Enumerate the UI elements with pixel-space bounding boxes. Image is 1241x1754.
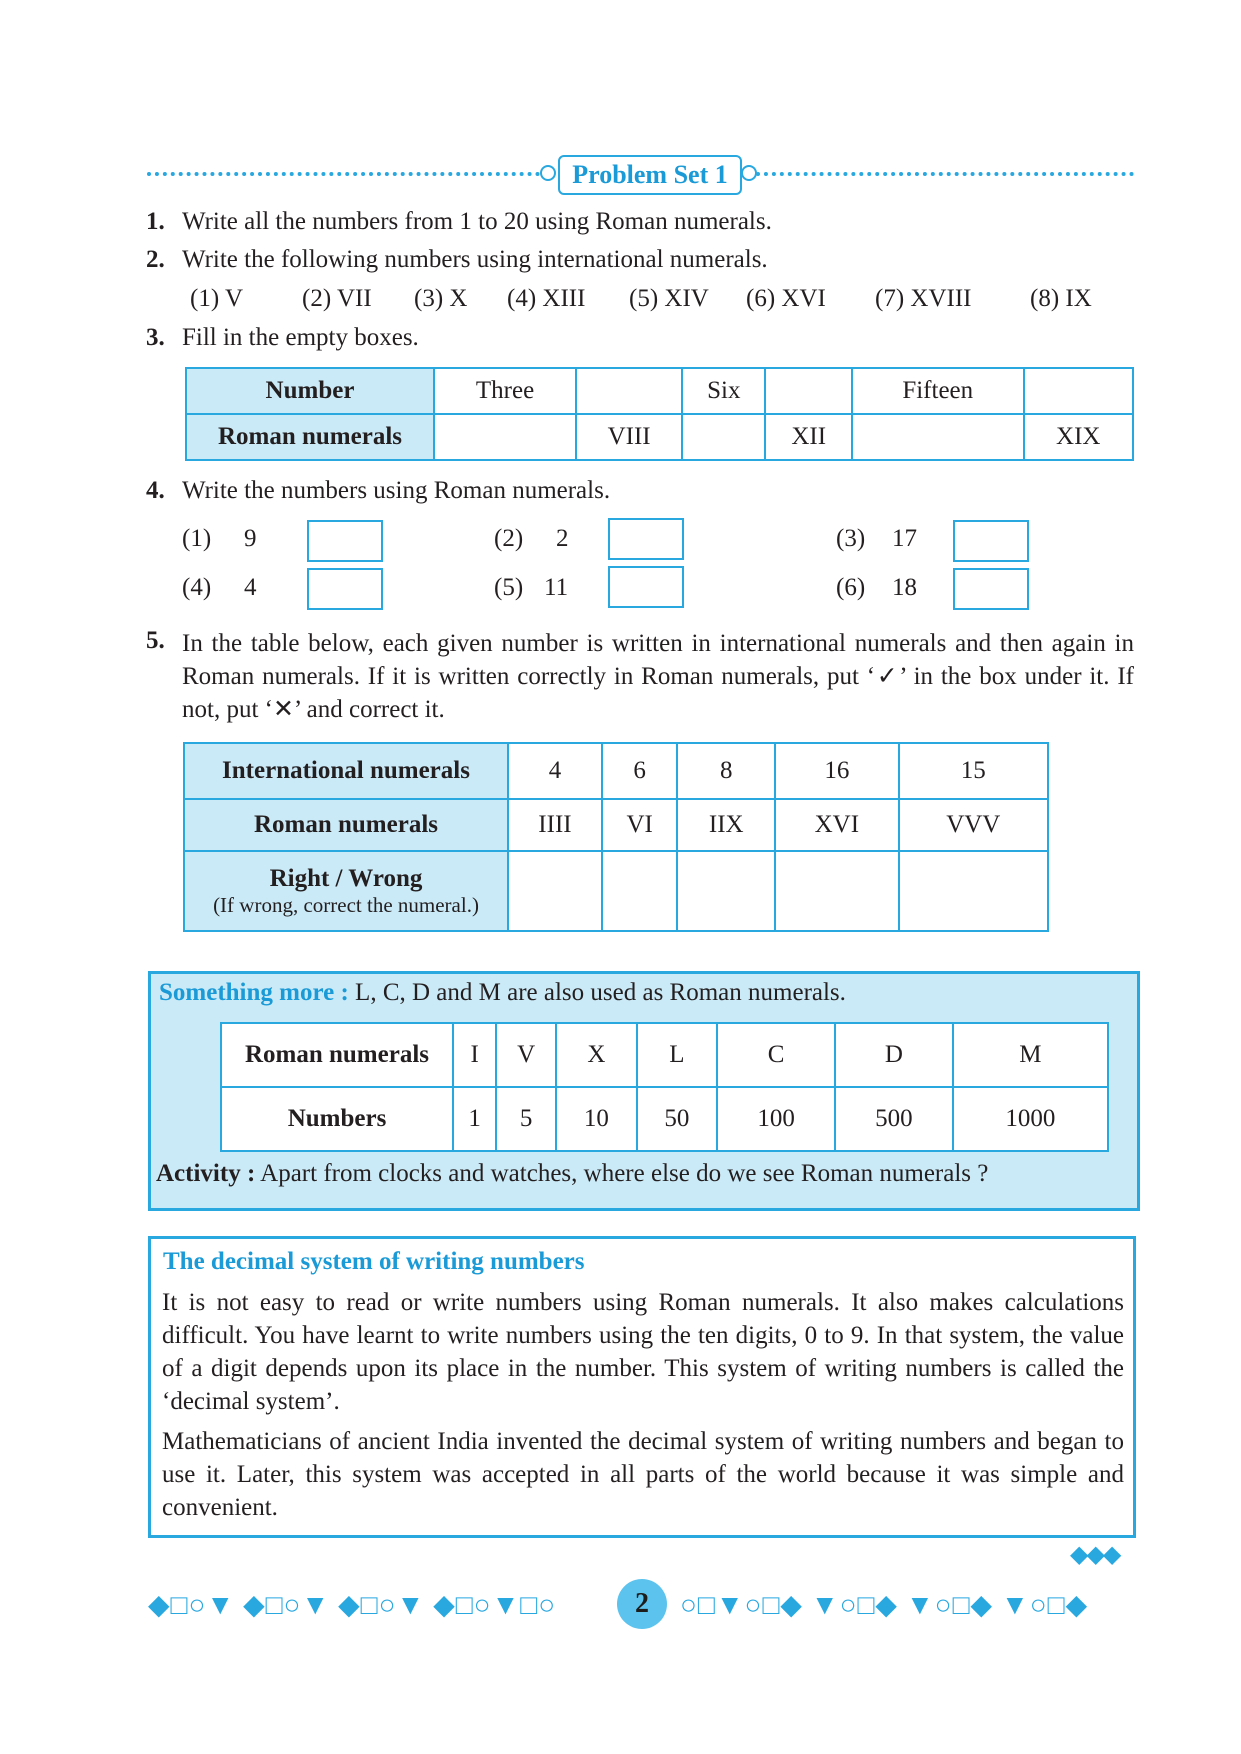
roman-cell: I <box>453 1023 496 1087</box>
q3-cell[interactable] <box>434 414 576 460</box>
roman-values-table <box>220 1022 1109 1152</box>
q2-item: (4) XIII <box>507 285 586 312</box>
q5-table <box>183 742 1049 932</box>
number-cell: 10 <box>556 1087 637 1151</box>
decimal-paragraph-2: Mathematicians of ancient India invented the decimal system of writing numbers and began to use it. Later, this system was accepted in all parts of the world because it was simple and convenient. <box>162 1428 1124 1521</box>
q3-cell[interactable]: XII <box>765 414 852 460</box>
question-1 <box>146 208 772 236</box>
q2-item: (8) IX <box>1030 285 1092 312</box>
decimal-system-title: The decimal system of writing numbers <box>163 1248 585 1275</box>
q5-answer-cell[interactable] <box>508 851 602 931</box>
q4-item-label: (3) <box>836 525 866 552</box>
q5-answer-cell[interactable] <box>775 851 899 931</box>
footer-pattern-right: ○□▼○□◆ ▼○□◆ ▼○□◆ ▼○□◆ <box>680 1590 1089 1621</box>
q4-answer-box[interactable] <box>307 568 383 610</box>
q3-row-label: Roman numerals <box>186 414 434 460</box>
q2-item: (5) XIV <box>629 285 709 312</box>
something-more-text: L, C, D and M are also used as Roman numerals. <box>348 979 846 1006</box>
q4-item-value: 18 <box>892 574 917 601</box>
q2-item: (6) XVI <box>746 285 826 312</box>
q5-answer-cell[interactable] <box>677 851 775 931</box>
numbers-row <box>221 1087 1108 1151</box>
activity-text: Apart from clocks and watches, where else do we see Roman numerals ? <box>255 1160 989 1187</box>
q3-cell[interactable] <box>576 368 682 414</box>
q5-cell: IIII <box>508 799 602 851</box>
q3-table <box>185 367 1134 461</box>
q3-row-roman <box>186 414 1133 460</box>
q5-cell: VVV <box>899 799 1048 851</box>
q2-item: (3) X <box>414 285 468 312</box>
number-cell: 100 <box>717 1087 835 1151</box>
header-knob-left <box>540 165 556 181</box>
q4-answer-box[interactable] <box>953 568 1029 610</box>
q4-item-label: (4) <box>182 574 212 601</box>
q5-row-international <box>184 743 1048 799</box>
q3-cell[interactable]: XIX <box>1024 414 1133 460</box>
question-number: 5. <box>146 627 165 654</box>
question-number: 2. <box>146 246 165 273</box>
roman-cell: X <box>556 1023 637 1087</box>
q5-answer-cell[interactable] <box>602 851 678 931</box>
q5-row-roman <box>184 799 1048 851</box>
q5-cell: VI <box>602 799 678 851</box>
q4-answer-box[interactable] <box>307 520 383 562</box>
q5-cell: IIX <box>677 799 775 851</box>
q5-cell: 4 <box>508 743 602 799</box>
roman-cell: D <box>835 1023 953 1087</box>
q3-row-label: Number <box>186 368 434 414</box>
q4-answer-box[interactable] <box>953 520 1029 562</box>
question-5-number <box>146 627 182 655</box>
q5-cell: XVI <box>775 799 899 851</box>
q4-answer-box[interactable] <box>608 518 684 560</box>
q4-item-value: 11 <box>544 574 569 601</box>
decimal-paragraph-1: It is not easy to read or write numbers using Roman numerals. It also makes calculations difficult. You have learnt to write numbers using the ten digits, 0 to 9. In that system, the value of a digit depends upon its place in the number. This system of writing numbers is called the ‘decimal system’. <box>162 1289 1124 1415</box>
q5-cell: 15 <box>899 743 1048 799</box>
number-cell: 1 <box>453 1087 496 1151</box>
q4-item-label: (5) <box>494 574 524 601</box>
q4-item-label: (6) <box>836 574 866 601</box>
header-dotted-line-left <box>147 172 540 176</box>
question-4 <box>146 477 610 505</box>
question-3 <box>146 324 419 352</box>
end-diamonds: ◆◆◆ <box>1070 1542 1120 1568</box>
q4-item-label: (2) <box>494 525 524 552</box>
q3-cell[interactable] <box>682 414 765 460</box>
q3-cell[interactable]: VIII <box>576 414 682 460</box>
q4-item-value: 4 <box>244 574 257 601</box>
q5-row-right-wrong <box>184 851 1048 931</box>
question-number: 3. <box>146 324 165 351</box>
question-text: Write all the numbers from 1 to 20 using Roman numerals. <box>182 208 772 235</box>
roman-row-label: Roman numerals <box>221 1023 453 1087</box>
roman-cell: M <box>953 1023 1108 1087</box>
q3-cell[interactable]: Fifteen <box>852 368 1024 414</box>
roman-row <box>221 1023 1108 1087</box>
question-5-text: In the table below, each given number is written in international numerals and then again in Roman numerals. If it is written correctly in Roman numerals, put ‘✓’ in the box under it. If not, put ‘✕’ and correct it. <box>182 630 1134 723</box>
q4-item-value: 2 <box>556 525 569 552</box>
q4-answer-box[interactable] <box>608 566 684 608</box>
question-text: Write the numbers using Roman numerals. <box>182 477 611 504</box>
q5-cell: 6 <box>602 743 678 799</box>
q5-row-label <box>184 851 508 931</box>
footer-pattern-left: ◆□○▼ ◆□○▼ ◆□○▼ ◆□○▼□○ <box>148 1590 557 1621</box>
q4-item-label: (1) <box>182 525 212 552</box>
q5-cell: 8 <box>677 743 775 799</box>
number-cell: 1000 <box>953 1087 1108 1151</box>
number-cell: 500 <box>835 1087 953 1151</box>
number-cell: 50 <box>637 1087 718 1151</box>
q2-item: (1) V <box>190 285 244 312</box>
q5-answer-cell[interactable] <box>899 851 1048 931</box>
roman-cell: C <box>717 1023 835 1087</box>
question-number: 4. <box>146 477 165 504</box>
question-text: Write the following numbers using international numerals. <box>182 246 768 273</box>
q3-row-number <box>186 368 1133 414</box>
question-text: Fill in the empty boxes. <box>182 324 419 351</box>
numbers-row-label: Numbers <box>221 1087 453 1151</box>
activity-label: Activity : <box>156 1160 256 1187</box>
roman-cell: V <box>496 1023 556 1087</box>
q4-item-value: 17 <box>892 525 917 552</box>
q3-cell[interactable]: Three <box>434 368 576 414</box>
problem-set-title: Problem Set 1 <box>558 155 742 195</box>
right-wrong-sub: (If wrong, correct the numeral.) <box>213 892 479 917</box>
page-number: 2 <box>617 1579 667 1629</box>
header-dotted-line-right <box>756 172 1134 176</box>
right-wrong-label: Right / Wrong <box>269 864 423 892</box>
q5-row-label: International numerals <box>184 743 508 799</box>
activity-line <box>156 1160 988 1188</box>
q5-row-label: Roman numerals <box>184 799 508 851</box>
something-more-label: Something more : <box>159 979 349 1006</box>
q3-cell[interactable]: Six <box>682 368 765 414</box>
roman-cell: L <box>637 1023 718 1087</box>
question-2 <box>146 246 768 274</box>
q3-cell[interactable] <box>852 414 1024 460</box>
question-number: 1. <box>146 208 165 235</box>
q2-item: (7) XVIII <box>875 285 972 312</box>
q5-cell: 16 <box>775 743 899 799</box>
something-more-line <box>159 979 846 1007</box>
header-knob-right <box>741 165 757 181</box>
q4-item-value: 9 <box>244 525 257 552</box>
q3-cell[interactable] <box>1024 368 1133 414</box>
q3-cell[interactable] <box>765 368 852 414</box>
q2-item: (2) VII <box>302 285 372 312</box>
number-cell: 5 <box>496 1087 556 1151</box>
